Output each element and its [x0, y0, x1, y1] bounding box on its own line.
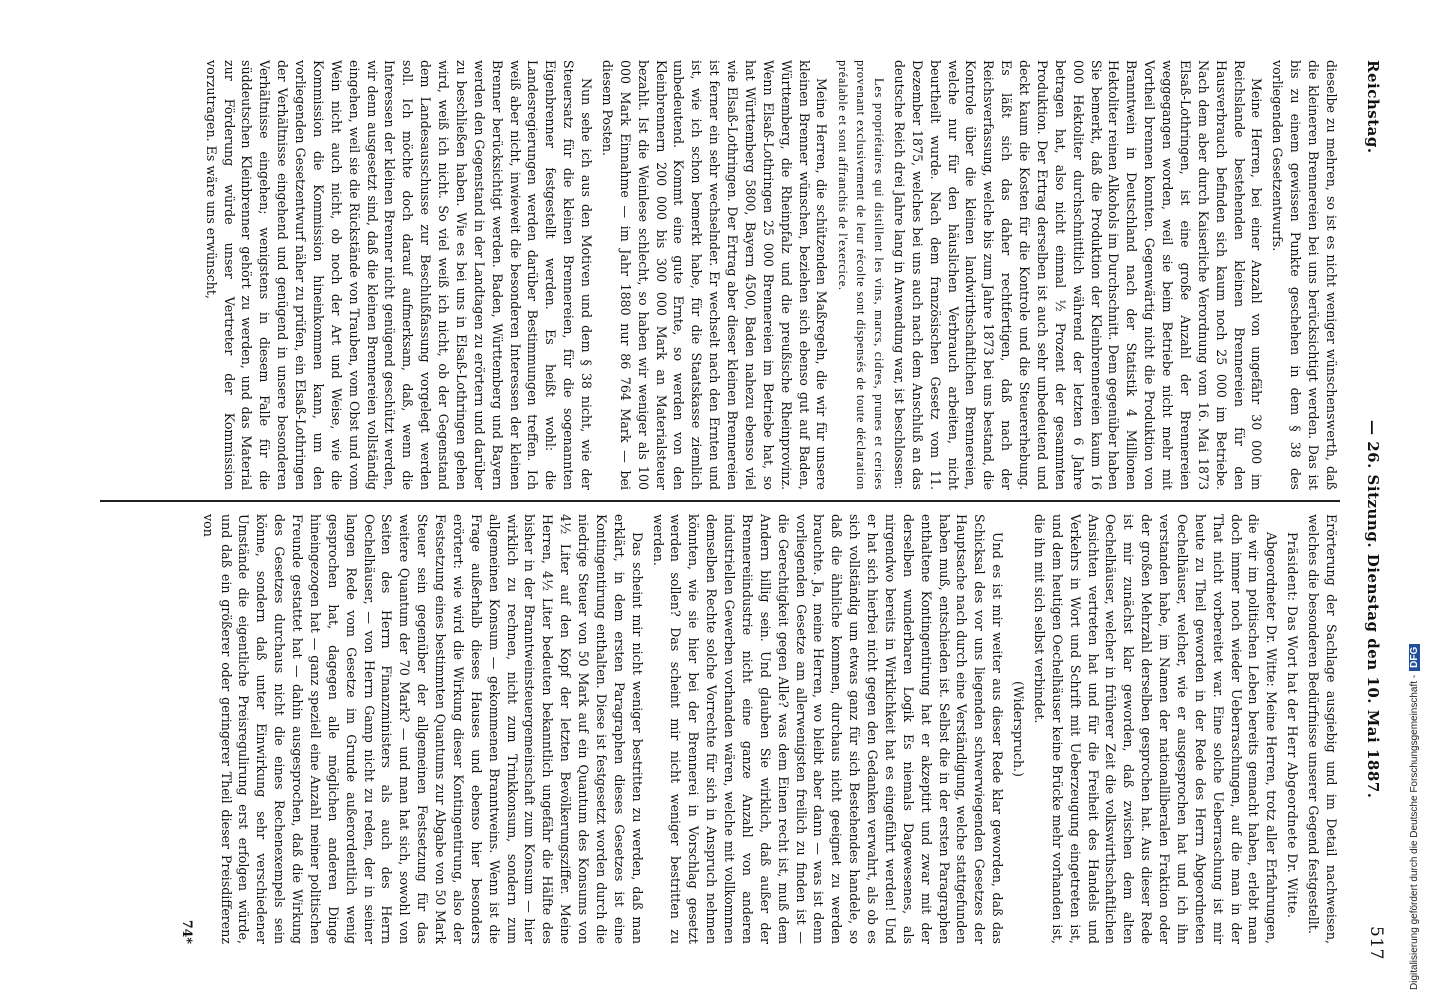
page-header — [1352, 60, 1392, 960]
interjection: (Widerspruch.) — [1011, 681, 1027, 777]
paragraph: Meine Herren, bei einer Anzahl von ungefähr 30 000 im Reichslande bestehenden kleinen Brennereien für den Hausverbrauch befinden sich kaum noch 25 000 im Betriebe. Nach dem aber durch Kaiserliche Verordnung vom 16. Mai 1873 Elsaß-Lothringen, ist eine große Anzahl der Brennereien weggegangen worden, weil sie beim Betriebe nicht mehr mit Vortheil brennen konnten. Gegenwärtig nicht die Produktion von Branntwein in Deutschland nach der Statistik 4 Millionen Hektoliter reinen Alkohols im Durchschnitt. Dem gegenüber haben Sie bemerkt, daß die Produktion der Kleinbrennereien kaum 16 000 Hektoliter durchschnittlich während der letzten 6 Jahre betragen hat, also nicht einmal ½ Prozent der gesammten Produktion. Der Ertrag derselben ist auch sehr unbedeutend und deckt kaum die Kosten für die Kontrole und die Steuererhebung. Es läßt sich das daher rechtfertigen, daß nach der Reichsverfassung, welche bis zum Jahre 1873 bei uns bestand, die Kontrole über die kleinen landwirthschaftlichen Brennereien, welche nur für den häuslichen Verbrauch arbeiten, nicht beurtheilt wurde. Nach dem französischen Gesetz vom 11. Dezember 1875, welches bei uns auch nach dem Anschluß an das deutsche Reich drei Jahre lang in Anwendung war, ist beschlossen: — [892, 60, 1265, 490]
french-quotation: Les propriétaires qui distillent les vins, marcs, cidres, prunes et cerises provenant exclusivement de leur récolte sont dispensés de toute déclaration préalable et sont affranchis de l'exercice. — [836, 60, 887, 490]
signature-mark: 74* — [179, 919, 195, 944]
dfg-logo: DFG — [1409, 644, 1420, 671]
digitization-credit-strip — [1405, 0, 1432, 1000]
speaker-announcement: Präsident: Das Wort hat der Herr Abgeordnete Dr. Witte. — [1285, 532, 1301, 919]
column-divider — [100, 500, 1340, 502]
speech-paragraph: Und es ist mir weiter aus dieser Rede klar geworden, daß das Schicksal des vor uns liegenden schwerwiegenden Gesetzes der Hauptsache nach durch eine Verständigung, welche stattgefunden haben muß, entschieden ist. Selbst die in der ersten Paragraphen enthaltene Kontingentirung hat er akzeptirt und zwar mit der derselben wunderbaren Logik Es niemals Dagewesenes, als nirgendwo bereits in Wirklichkeit hat es eingeführt werden! Und er hat sich hierbei nicht gegen den Gedanken verwahrt, als ob es sich vollständig um etwas ganz für sich Bestehendes handele, so daß die ähnliche kommen, durchaus nicht geeignet zu werden brauchte. Ja, meine Herren, wo bleibt aber dann — was ist denn vorliegenden Gesetze am allerwenigsten freilich zu finden ist — die Gerechtigkeit gegen Alle? was dem Einen recht ist, muß dem Andern billig sein. Und glauben Sie wirklich, daß außer der Brennereiindustrie nicht eine ganze Anzahl von anderen industriellen Gewerben vorhanden wären, welche mit vollkommen demselben Rechte solche Vorrechte für sich in Anspruch nehmen könnten, wie sie hier bei der Brennerei in Vorschlag gesetzt werden sollen? Das scheint mir nicht weniger bestritten zu werden. — [650, 514, 1006, 944]
paragraph: Nun sehe ich aus den Motiven und dem § 38 nicht, wie der Steuersatz für die kleinen Brennereien, für die sogenannten Eigenbrenner festgestellt werden. Es heißt wohl: die Landesregierungen werden darüber Bestimmungen treffen. Ich weiß aber nicht, inwieweit die besonderen Interessen der kleinen Brenner berücksichtigt werden. Baden, Württemberg und Bayern werden den Gegenstand in der Landtagen zu erörtern und darüber zu beschließen haben. Wie es bei uns in Elsaß-Lothringen gehen wird, weiß ich nicht. So viel weiß ich nicht, ob der Gegenstand dem Landesausschusse zur Beschlußfassung vorgelegt werden soll. Ich möchte doch darauf aufmerksam, daß, wenn die Interessen der kleinen Brenner nicht genügend geschützt werden, wir denn ausgesetzt sind, daß die kleinen Brennereien vollständig eingehen, weil sie die Rückstände von Trauben, vom Obst und vom Wein nicht auch nicht, ob noch der Art und Weise, wie die Kommission die Kommission hineinkommen kann, um den vorliegenden Gesetzentwurf näher zu prüfen, ein Elsaß-Lothringen der Verhältnisse eingehend und genügend in unsere besonderen Verhältnisse eingehen; wenigstens in diesem Falle für die süddeutschen Kleinbrenner gehört zu werden, und das Material zur Förderung würde unser Vertreter der Kommission vorzutragen. Es wäre uns erwünscht, — [203, 60, 595, 490]
paragraph: dieselbe zu mehren, so ist es nicht weniger wünschenswerth, daß die kleineren Brennereien bei uns berücksichtigt werden. Das ist bis zu einem gewissen Punkte geschehen in dem § 38 des vorliegenden Gesetzentwurfs. — [1270, 60, 1339, 490]
paragraph: Erörterung der Sachlage ausgiebig und im Detail nachweisen, welches die besonderen Bedürfnisse unserer Gegend festgestellt. — [1306, 514, 1339, 944]
paragraph: Meine Herren, die schützenden Maßregeln, die wir für unsere kleinen Brenner wünschen, beziehen sich ebenso gut auf Baden, Württemberg, die Rheinpfalz und die preußische Rheinprovinz. Wenn Elsaß-Lothringen 25 000 Brennereien im Betriebe hat, so hat Württemberg 5800, Bayern 4500, Baden nahezu ebenso viel wie Elsaß-Lothringen. Der Ertrag aber dieser kleinen Brennereien ist ferner ein sehr wechselnder. Er wechselt nach den Ernten und ist, wie ich schon bemerkt habe, für die Staatskasse ziemlich unbedeutend. Kommt eine gute Ernte, so werden von den Kleinbrennern 200 000 bis 300 000 Mark an Materialsteuer bezahlt. Ist die Weinlese schlecht, so haben wir weniger als 100 000 Mark Einnahme — im Jahr 1880 nur 86 764 Mark — bei diesem Posten. — [600, 60, 830, 490]
left-column — [100, 60, 1340, 490]
speech-paragraph: Abgeordneter Dr. Witte: Meine Herren, trotz aller Erfahrungen, die wir im politischen Leben bereits gemacht haben, erlebt man doch immer noch wieder Ueberraschungen, auf die man in der That nicht vorbereitet war. Eine solche Ueberraschung ist mir heute zu Theil geworden in der Rede des Herrn Abgeordneten Oechelhäuser, welcher, wie er ausgesprochen hat und ich ihn verstanden habe, im Namen der nationalliberalen Fraktion oder der großen Mehrzahl derselben gesprochen hat. Aus dieser Rede ist mir zunächst klar geworden, daß zwischen dem alten Oechelhäuser, welcher in früherer Zeit die volkswirthschaftlichen Ansichten vertreten hat und für die Freiheit des Handels und Verkehrs in Wort und Schrift mit Ueberzeugung eingetreten ist, und dem heutigen Oechelhäuser keine Brücke mehr vorhanden ist, die ihn mit sich selbst verbindet. — [1032, 514, 1280, 944]
right-column — [100, 514, 1340, 944]
digitization-credit-text: Digitalisierung gefördert durch die Deutsche Forschungsgemeinschaft - — [1409, 674, 1420, 990]
page-number: 517 — [1366, 926, 1386, 960]
digitization-credit — [1409, 10, 1420, 990]
header-session-date: — 26. Sitzung. Dienstag den 10. Mai 1887. — [1364, 420, 1382, 799]
header-publication: Reichstag. — [1364, 60, 1382, 154]
speech-paragraph: Das scheint mir nicht weniger bestritten zu werden, daß man erklärt, in dem ersten Paragraphen dieses Gesetzes ist eine Kontingentirung enthalten. Diese ist festgesetzt worden durch die niedrige Steuer von 50 Mark auf ein Quantum des Konsums von 4½ Liter auf den Kopf der letzten Bevölkerungsziffer. Meine Herren, 4½ Liter bedeuten bekanntlich ungefähr die Hälfte des bisher in der Branntweinsteuergemeinschaft zum Konsum — hier wirklich zu rechnen, nicht zum Trinkkonsum, sondern zum allgemeinen Konsum — gekommenen Branntweins. Wenn ist die Frage außerhalb dieses Hauses und ebenso hier besonders erörtert: wie wird die Wirkung dieser Kontingentirung, also der Festsetzung eines bestimmten Quantums zur Abgabe von 50 Mark Steuer sein gegenüber der allgemeinen Festsetzung für das weitere Quantum der 70 Mark? — und man hat sich, sowohl von Seiten des Herrn Finanzministers als auch des Herrn Oechelhäuser, — von Herrn Gamp nicht zu reden, der in seiner langen Rede vom Gesetze im Grunde außerordentlich wenig gesprochen hat, dagegen alle möglichen anderen Dinge hineingezogen hat — ganz speziell eine Anzahl meiner politischen Freunde gestattet hat — dahin ausgesprochen, daß die Wirkung des Gesetzes durchaus nicht die eines Rechenexempels sein könne, sondern daß unter Einwirkung sehr verschiedener Umstände die eigentliche Preisregulirung erst erfolgen würde, und daß ein größerer oder geringerer Theil dieser Preisdifferenz von — [200, 514, 645, 944]
